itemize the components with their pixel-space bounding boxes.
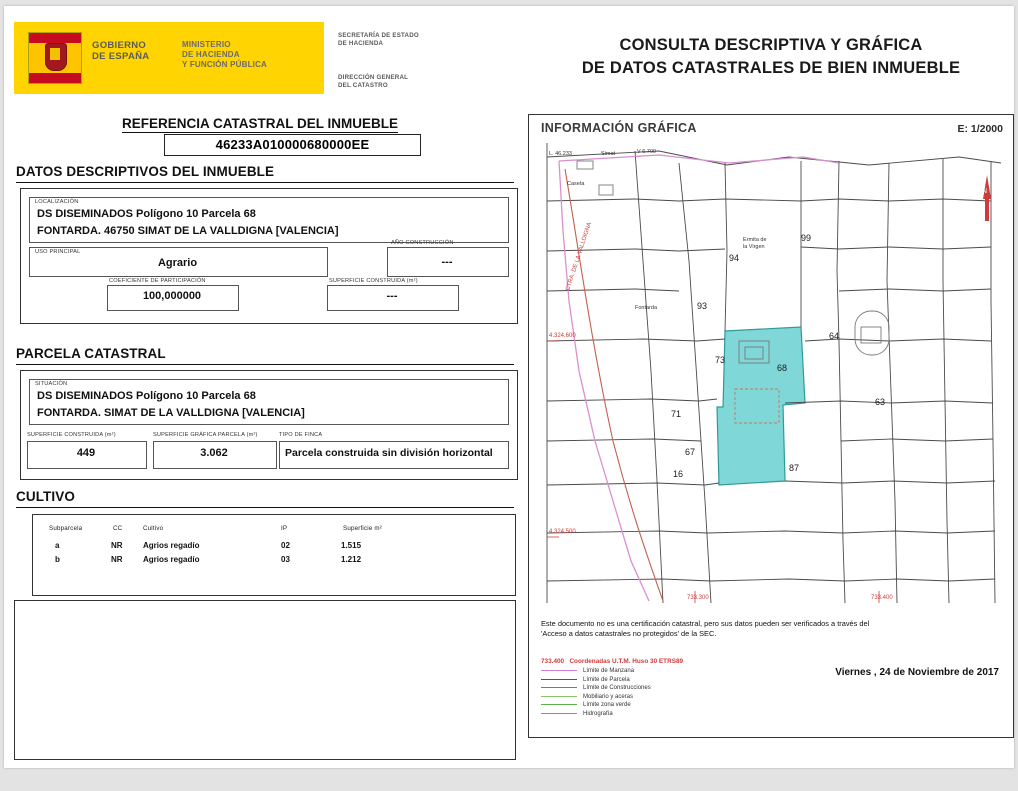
svg-text:N: N [982,188,988,195]
cultivo-cell-cc: NR [111,555,123,564]
svg-text:99: 99 [801,233,812,243]
ministerio-line2: DE HACIENDA [182,50,240,59]
coeficiente-value: 100,000000 [142,290,202,302]
svg-text:68: 68 [777,363,788,373]
svg-text:87: 87 [789,463,800,473]
legend-swatch-construcciones [541,687,577,688]
cultivo-cell-ip: 03 [281,555,290,564]
legend-swatch-manzana [541,670,577,671]
government-banner [14,22,324,94]
document-sheet [4,6,1014,768]
cultivo-cell-cc: NR [111,541,123,550]
localizacion-line2: FONTARDA. 46750 SIMAT DE LA VALLDIGNA [VALENCIA] [37,225,339,237]
direccion-label [338,74,408,90]
document-title [532,34,1010,80]
datos-descriptivos-panel [20,188,518,324]
superficie-construida-label: SUPERFICIE CONSTRUIDA (m²) [329,278,418,284]
legend-swatch-hidrografia [541,713,577,714]
gobierno-line2: DE ESPAÑA [92,51,150,62]
parcela-catastral-rule [16,364,514,365]
spain-flag-icon [28,32,82,84]
gobierno-label [92,40,149,62]
coordinates-legend-prefix: 733.400 [541,658,565,665]
document-title-line2: DE DATOS CATASTRALES DE BIEN INMUEBLE [581,59,961,77]
coord-label-x2: 733.400 [871,595,893,601]
parcela-superficie-construida-label: SUPERFICIE CONSTRUIDA (m²) [27,432,116,438]
cultivo-rule [16,507,514,508]
situacion-line1: DS DISEMINADOS Polígono 10 Parcela 68 [37,390,256,402]
svg-text:71: 71 [671,409,682,419]
svg-text:la Virgen: la Virgen [743,244,765,250]
cultivo-table-panel [32,514,516,596]
coord-label-x1: 733.300 [687,595,709,601]
map-disclaimer-line2: 'Acceso a datos catastrales no protegidos' de la SEC. [541,629,717,638]
coat-of-arms-icon [45,43,67,71]
uso-principal-value: Agrario [157,257,198,269]
legend-label-parcela: Límite de Parcela [583,676,630,683]
legend-item [541,701,651,710]
uso-principal-label: USO PRINCIPAL [35,249,81,255]
svg-text:94: 94 [729,253,740,263]
situacion-label: SITUACIÓN [35,381,68,387]
svg-text:Caseta: Caseta [567,181,585,187]
superficie-grafica-value: 3.062 [200,447,228,459]
secretaria-line1: SECRETARÍA DE ESTADO [338,32,419,39]
localizacion-label: LOCALIZACIÓN [35,199,79,205]
svg-text:Simat: Simat [601,151,616,157]
svg-text:V-6.700: V-6.700 [637,149,656,155]
legend-item [541,684,651,693]
svg-text:73: 73 [715,355,726,365]
document-date: Viernes , 24 de Noviembre de 2017 [835,667,999,678]
cultivo-col-ip: IP [281,525,288,532]
superficie-construida-value: --- [386,290,398,302]
coord-label-y2: 4.324.500 [549,529,576,535]
cultivo-col-cc: CC [113,525,123,532]
situacion-line2: FONTARDA. SIMAT DE LA VALLDIGNA [VALENCIA] [37,407,305,419]
coordinates-legend-header [541,658,683,665]
legend-item [541,667,651,676]
cultivo-cell-cultivo: Agrios regadío [143,541,200,550]
legend-label-zonaverde: Límite zona verde [583,702,631,709]
ministerio-label [182,40,267,70]
localizacion-line1: DS DISEMINADOS Polígono 10 Parcela 68 [37,208,256,220]
referencia-catastral-value: 46233A010000680000EE [164,134,421,156]
cultivo-cell-subparcela: a [55,541,60,550]
cultivo-cell-subparcela: b [55,555,60,564]
cultivo-title: CULTIVO [16,489,75,504]
svg-text:67: 67 [685,447,696,457]
secretaria-line2: DE HACIENDA [338,40,384,47]
datos-descriptivos-rule [16,182,514,183]
ministerio-line1: MINISTERIO [182,40,231,49]
cultivo-col-subparcela: Subparcela [49,525,83,532]
referencia-catastral-title: REFERENCIA CATASTRAL DEL INMUEBLE [122,116,399,131]
legend-item [541,676,651,685]
map-disclaimer [541,619,1001,639]
legend-swatch-mobiliario [541,696,577,697]
gobierno-line1: GOBIERNO [92,40,147,51]
legend-label-construcciones: Límite de Construcciones [583,685,651,692]
svg-text:93: 93 [697,301,708,311]
datos-descriptivos-title: DATOS DESCRIPTIVOS DEL INMUEBLE [16,164,275,179]
parcela-catastral-panel [20,370,518,480]
svg-text:16: 16 [673,469,684,479]
road-label: CTRA. DE LA VALLDIGNA [565,221,594,292]
legend-swatch-zonaverde [541,704,577,705]
secretaria-label [338,32,419,48]
tipo-finca-label: TIPO DE FINCA [279,432,323,438]
ministerio-line3: Y FUNCIÓN PÚBLICA [182,60,268,69]
cultivo-cell-ip: 02 [281,541,290,550]
coord-label-y1: 4.324.600 [549,333,576,339]
legend-label-hidrografia: Hidrografía [583,710,613,717]
cultivo-cell-superficie: 1.212 [341,555,362,564]
cadastral-map[interactable] [539,141,1003,603]
informacion-grafica-title: INFORMACIÓN GRÁFICA [541,121,697,135]
cultivo-cell-cultivo: Agrios regadío [143,555,200,564]
tipo-finca-value: Parcela construida sin división horizontal [285,447,493,459]
coordinates-legend-label: Coordenadas U.T.M. Huso 30 ETRS89 [569,658,684,665]
map-svg[interactable] [539,141,1003,603]
legend-item [541,710,651,719]
svg-text:64: 64 [829,331,840,341]
cultivo-col-cultivo: Cultivo [143,525,164,532]
cultivo-col-superficie: Superficie m² [343,525,383,532]
map-scale-label: E: 1/2000 [957,123,1003,135]
informacion-grafica-panel [528,114,1014,738]
legend-label-manzana: Límite de Manzana [583,668,635,674]
direccion-line2: DEL CATASTRO [338,82,388,89]
cultivo-blank-panel [14,600,516,760]
svg-text:Fontarda: Fontarda [635,305,658,311]
svg-text:Ermita de: Ermita de [743,237,767,243]
map-disclaimer-line1: Este documento no es una certificación catastral, pero sus datos pueden ser verificados a través del [541,619,870,628]
parcela-superficie-construida-value: 449 [76,447,96,459]
direccion-line1: DIRECCIÓN GENERAL [338,74,409,81]
svg-text:L. 46.233: L. 46.233 [549,151,572,157]
coeficiente-label: COEFICIENTE DE PARTICIPACIÓN [109,278,206,284]
svg-text:63: 63 [875,397,886,407]
parcela-catastral-title: PARCELA CATASTRAL [16,346,166,361]
legend-swatch-parcela [541,679,577,680]
superficie-grafica-label: SUPERFICIE GRÁFICA PARCELA (m²) [153,432,258,438]
ano-construccion-value: --- [441,256,453,268]
legend-label-mobiliario: Mobiliario y aceras [583,693,634,700]
legend-item [541,693,651,702]
map-legend [541,667,651,719]
ano-construccion-label: AÑO CONSTRUCCIÓN [391,240,454,246]
cultivo-cell-superficie: 1.515 [341,541,362,550]
document-title-line1: CONSULTA DESCRIPTIVA Y GRÁFICA [619,36,923,54]
